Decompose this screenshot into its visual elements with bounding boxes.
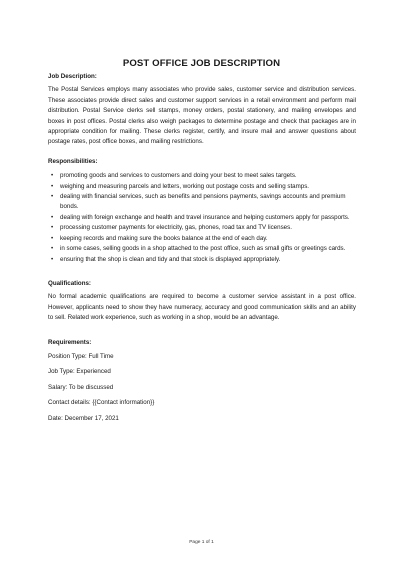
list-item <box>48 244 356 254</box>
job-description-text: The Postal Services employs many associates who provide sales, customer service and distribution services. These associates provide direct sales and customer support services in a retail environment and perform mail distribution. Postal Service clerks sell stamps, money orders, postal stationery, and mailing envelopes and boxes in post offices. Postal clerks also weigh packages to determine postage and check that packages are in appropriate condition for mailing. These clerks register, certify, and insure mail and answer questions about postage rates, post office boxes, and mailing restrictions. <box>48 86 356 146</box>
bullet-icon: • <box>51 193 54 201</box>
list-item <box>48 182 356 192</box>
document-body <box>48 72 356 424</box>
list-item <box>48 192 356 213</box>
bullet-icon: • <box>51 224 54 232</box>
list-item-text: dealing with foreign exchange and health and travel insurance and helping customers apply for passports. <box>60 213 350 221</box>
list-item <box>48 234 356 244</box>
list-item <box>48 171 356 181</box>
bullet-icon: • <box>51 213 54 221</box>
page-number: Page 1 of 1 <box>189 540 214 545</box>
qualifications-heading: Qualifications: <box>48 279 91 287</box>
job-description-heading: Job Description: <box>48 73 97 80</box>
list-item-text: dealing with financial services, such as benefits and pensions payments, savings accounts and premium bonds. <box>60 193 346 211</box>
job-description-section <box>48 72 356 148</box>
contact-details: Contact details: {{Contact information}} <box>48 399 155 407</box>
list-item <box>48 223 356 233</box>
list-item-text: ensuring that the shop is clean and tidy and that stock is displayed appropriately. <box>60 255 281 263</box>
responsibilities-heading: Responsibilities: <box>48 157 98 165</box>
position-type: Position Type: Full Time <box>48 352 114 360</box>
list-item-text: processing customer payments for electricity, gas, phones, road tax and TV licenses. <box>60 224 292 232</box>
bullet-icon: • <box>51 172 54 180</box>
bullet-icon: • <box>51 234 54 242</box>
requirements-section <box>48 338 356 424</box>
qualifications-text: No formal academic qualifications are required to become a customer service assistant in a post office. However, applicants need to show they have numeracy, accuracy and good communication skills and an ability to sell. Related work experience, such as working in a shop, would be an advantage. <box>48 293 356 322</box>
list-item <box>48 213 356 223</box>
list-item-text: weighing and measuring parcels and letters, working out postage costs and selling stamps. <box>60 182 310 190</box>
job-type: Job Type: Experienced <box>48 368 111 376</box>
document-date: Date: December 17, 2021 <box>48 414 119 422</box>
salary: Salary: To be discussed <box>48 383 114 391</box>
bullet-icon: • <box>51 182 54 190</box>
responsibilities-list <box>48 171 356 265</box>
list-item-text: keeping records and making sure the books balance at the end of each day. <box>60 234 268 242</box>
responsibilities-section <box>48 157 356 265</box>
qualifications-section <box>48 279 356 324</box>
requirements-list <box>48 352 356 424</box>
list-item <box>48 255 356 265</box>
page-title: POST OFFICE JOB DESCRIPTION <box>122 58 281 69</box>
list-item-text: in some cases, selling goods in a shop attached to the post office, such as small gifts or greetings cards. <box>60 245 346 253</box>
list-item-text: promoting goods and services to customers and doing your best to meet sales targets. <box>60 172 297 180</box>
requirements-heading: Requirements: <box>48 338 92 346</box>
bullet-icon: • <box>51 245 54 253</box>
bullet-icon: • <box>51 255 54 263</box>
